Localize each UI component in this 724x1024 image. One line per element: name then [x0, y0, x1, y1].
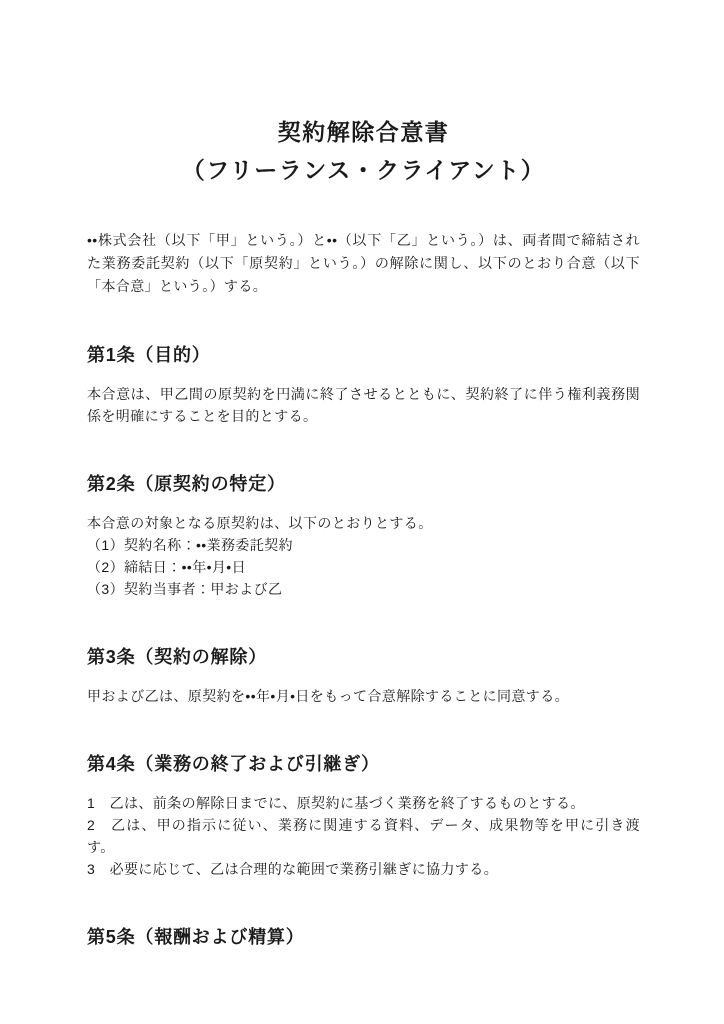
section-article-4 — [87, 751, 640, 880]
article-2-heading: 第2条（原契約の特定） — [87, 474, 286, 494]
article-2-body — [87, 512, 640, 600]
article-3-body — [87, 685, 640, 707]
article-1-heading: 第1条（目的） — [87, 345, 211, 365]
article-4-list-item-3: 3 必要に応じて、乙は合理的な範囲で業務引継ぎに協力する。 — [87, 861, 499, 877]
section-article-1 — [87, 342, 640, 427]
article-4-list-item-1: 1 乙は、前条の解除日までに、原契約に基づく業務を終了するものとする。 — [87, 795, 585, 811]
article-2-paragraph: 本合意の対象となる原契約は、以下のとおりとする。 — [87, 515, 433, 531]
document-title-line2: （フリーランス・クライアント） — [181, 157, 546, 183]
article-3-paragraph: 甲および乙は、原契約を••年•月•日をもって合意解除することに同意する。 — [87, 688, 570, 704]
article-2-list-item-1: （1）契約名称：••業務委託契約 — [87, 537, 293, 553]
section-article-5 — [87, 924, 640, 950]
article-3-heading: 第3条（契約の解除） — [87, 647, 268, 667]
article-1-body — [87, 383, 640, 427]
section-article-3 — [87, 644, 640, 707]
article-4-heading: 第4条（業務の終了および引継ぎ） — [87, 754, 380, 774]
document-title-line1: 契約解除合意書 — [277, 119, 450, 145]
document-title — [87, 113, 640, 189]
article-2-list-item-2: （2）締結日：••年•月•日 — [87, 559, 246, 575]
article-1-paragraph: 本合意は、甲乙間の原契約を円満に終了させるとともに、契約終了に伴う権利義務関係を明確にすることを目的とする。 — [87, 386, 640, 424]
article-2-list-item-3: （3）契約当事者：甲および乙 — [87, 581, 283, 597]
section-article-2 — [87, 471, 640, 600]
intro-paragraph: ••株式会社（以下「甲」という。）と••（以下「乙」という。）は、両者間で締結された業務委託契約（以下「原契約」という。）の解除に関し、以下のとおり合意（以下「本合意」という。）する。 — [87, 232, 640, 294]
article-4-list-item-2: 2 乙は、甲の指示に従い、業務に関連する資料、データ、成果物等を甲に引き渡す。 — [87, 817, 640, 855]
article-5-heading: 第5条（報酬および精算） — [87, 927, 305, 947]
article-4-body — [87, 792, 640, 880]
